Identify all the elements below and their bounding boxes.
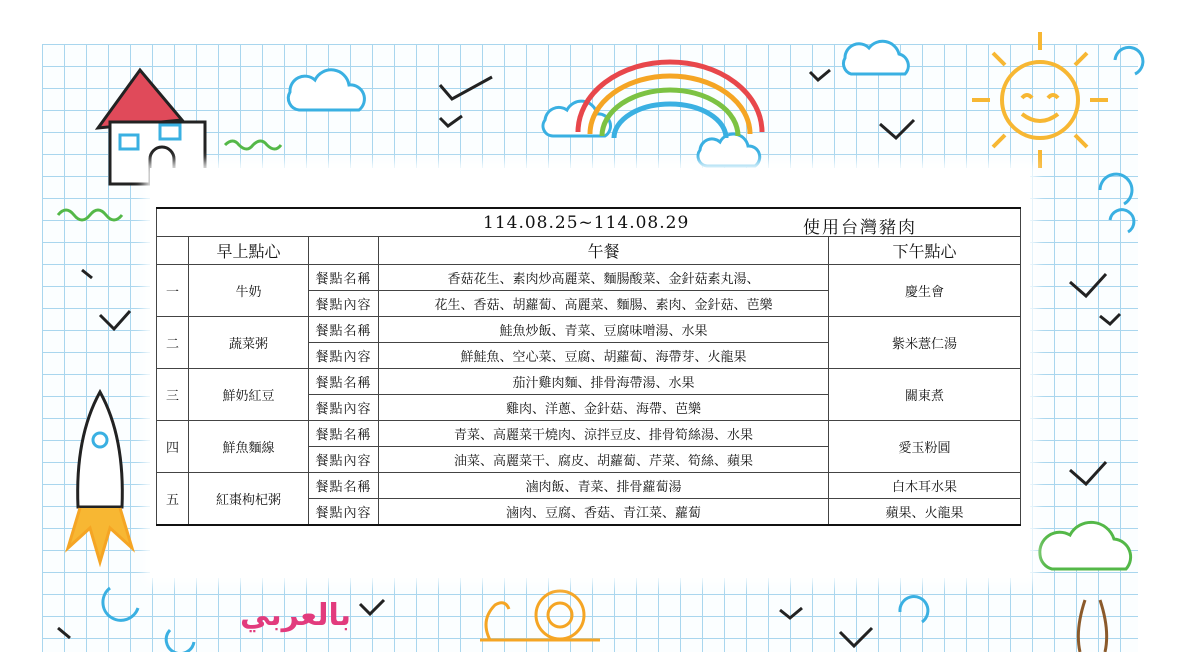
cloud-icon: [288, 41, 908, 166]
meal-name-label: 餐點名稱: [309, 317, 379, 343]
morning-snack: 紅棗枸杞粥: [189, 473, 309, 526]
weekday-label: 四: [157, 421, 189, 473]
meal-name-label: 餐點名稱: [309, 473, 379, 499]
afternoon-snack: 關東煮: [829, 369, 1021, 421]
meal-content-label: 餐點內容: [309, 343, 379, 369]
column-header-row: [157, 237, 1021, 265]
morning-snack: 鮮魚麵線: [189, 421, 309, 473]
rainbow-icon: [578, 62, 762, 138]
meal-content-label: 餐點內容: [309, 499, 379, 526]
snail-icon: [480, 591, 600, 640]
meal-content-label: 餐點內容: [309, 395, 379, 421]
house-icon: [98, 70, 205, 184]
menu-title-row: [157, 208, 1021, 237]
afternoon-snack-content: 蘋果、火龍果: [829, 499, 1021, 526]
lunch-content: 花生、香菇、胡蘿蔔、高麗菜、麵腸、素肉、金針菇、芭樂: [379, 291, 829, 317]
lunch-name: 香菇花生、素肉炒高麗菜、麵腸酸菜、金針菇素丸湯、: [379, 265, 829, 291]
lunch-content: 鮮鮭魚、空心菜、豆腐、胡蘿蔔、海帶芽、火龍果: [379, 343, 829, 369]
lunch-content: 油菜、高麗菜干、腐皮、胡蘿蔔、芹菜、筍絲、蘋果: [379, 447, 829, 473]
lunch-name: 茄汁雞肉麵、排骨海帶湯、水果: [379, 369, 829, 395]
sun-icon: [972, 32, 1108, 168]
weekday-label: 二: [157, 317, 189, 369]
afternoon-snack: 愛玉粉圓: [829, 421, 1021, 473]
meal-content-label: 餐點內容: [309, 291, 379, 317]
weekday-label: 一: [157, 265, 189, 317]
tree-icon: [1040, 522, 1131, 569]
header-morning-snack: 早上點心: [189, 237, 309, 265]
lunch-content: 滷肉、豆腐、香菇、青江菜、蘿蔔: [379, 499, 829, 526]
meal-name-label: 餐點名稱: [309, 421, 379, 447]
grass-squiggle-icon: [58, 210, 122, 220]
weekday-label: 三: [157, 369, 189, 421]
date-range: 114.08.25~114.08.29: [483, 213, 690, 233]
morning-snack: 牛奶: [189, 265, 309, 317]
meal-content-label: 餐點內容: [309, 447, 379, 473]
lunch-name: 鮭魚炒飯、青菜、豆腐味噌湯、水果: [379, 317, 829, 343]
weekday-label: 五: [157, 473, 189, 526]
site-logo: [240, 598, 351, 633]
table-row: [157, 369, 1021, 395]
morning-snack: 鮮奶紅豆: [189, 369, 309, 421]
table-row: [157, 421, 1021, 447]
lunch-name: 青菜、高麗菜干燒肉、涼拌豆皮、排骨筍絲湯、水果: [379, 421, 829, 447]
weekly-menu-table: [156, 207, 1021, 526]
table-row: [157, 473, 1021, 499]
lunch-content: 雞肉、洋蔥、金針菇、海帶、芭樂: [379, 395, 829, 421]
lunch-name: 滷肉飯、青菜、排骨蘿蔔湯: [379, 473, 829, 499]
pork-origin-note: 使用台灣豬肉: [803, 218, 917, 237]
afternoon-snack: 紫米薏仁湯: [829, 317, 1021, 369]
afternoon-snack: 慶生會: [829, 265, 1021, 317]
meal-name-label: 餐點名稱: [309, 369, 379, 395]
meal-name-label: 餐點名稱: [309, 265, 379, 291]
header-afternoon-snack: 下午點心: [829, 237, 1021, 265]
logo-text: بالعربي: [240, 598, 352, 633]
morning-snack: 蔬菜粥: [189, 317, 309, 369]
table-row: [157, 265, 1021, 291]
rocket-icon: [68, 392, 132, 562]
table-row: [157, 317, 1021, 343]
afternoon-snack-name: 白木耳水果: [829, 473, 1021, 499]
header-lunch: 午餐: [379, 237, 829, 265]
